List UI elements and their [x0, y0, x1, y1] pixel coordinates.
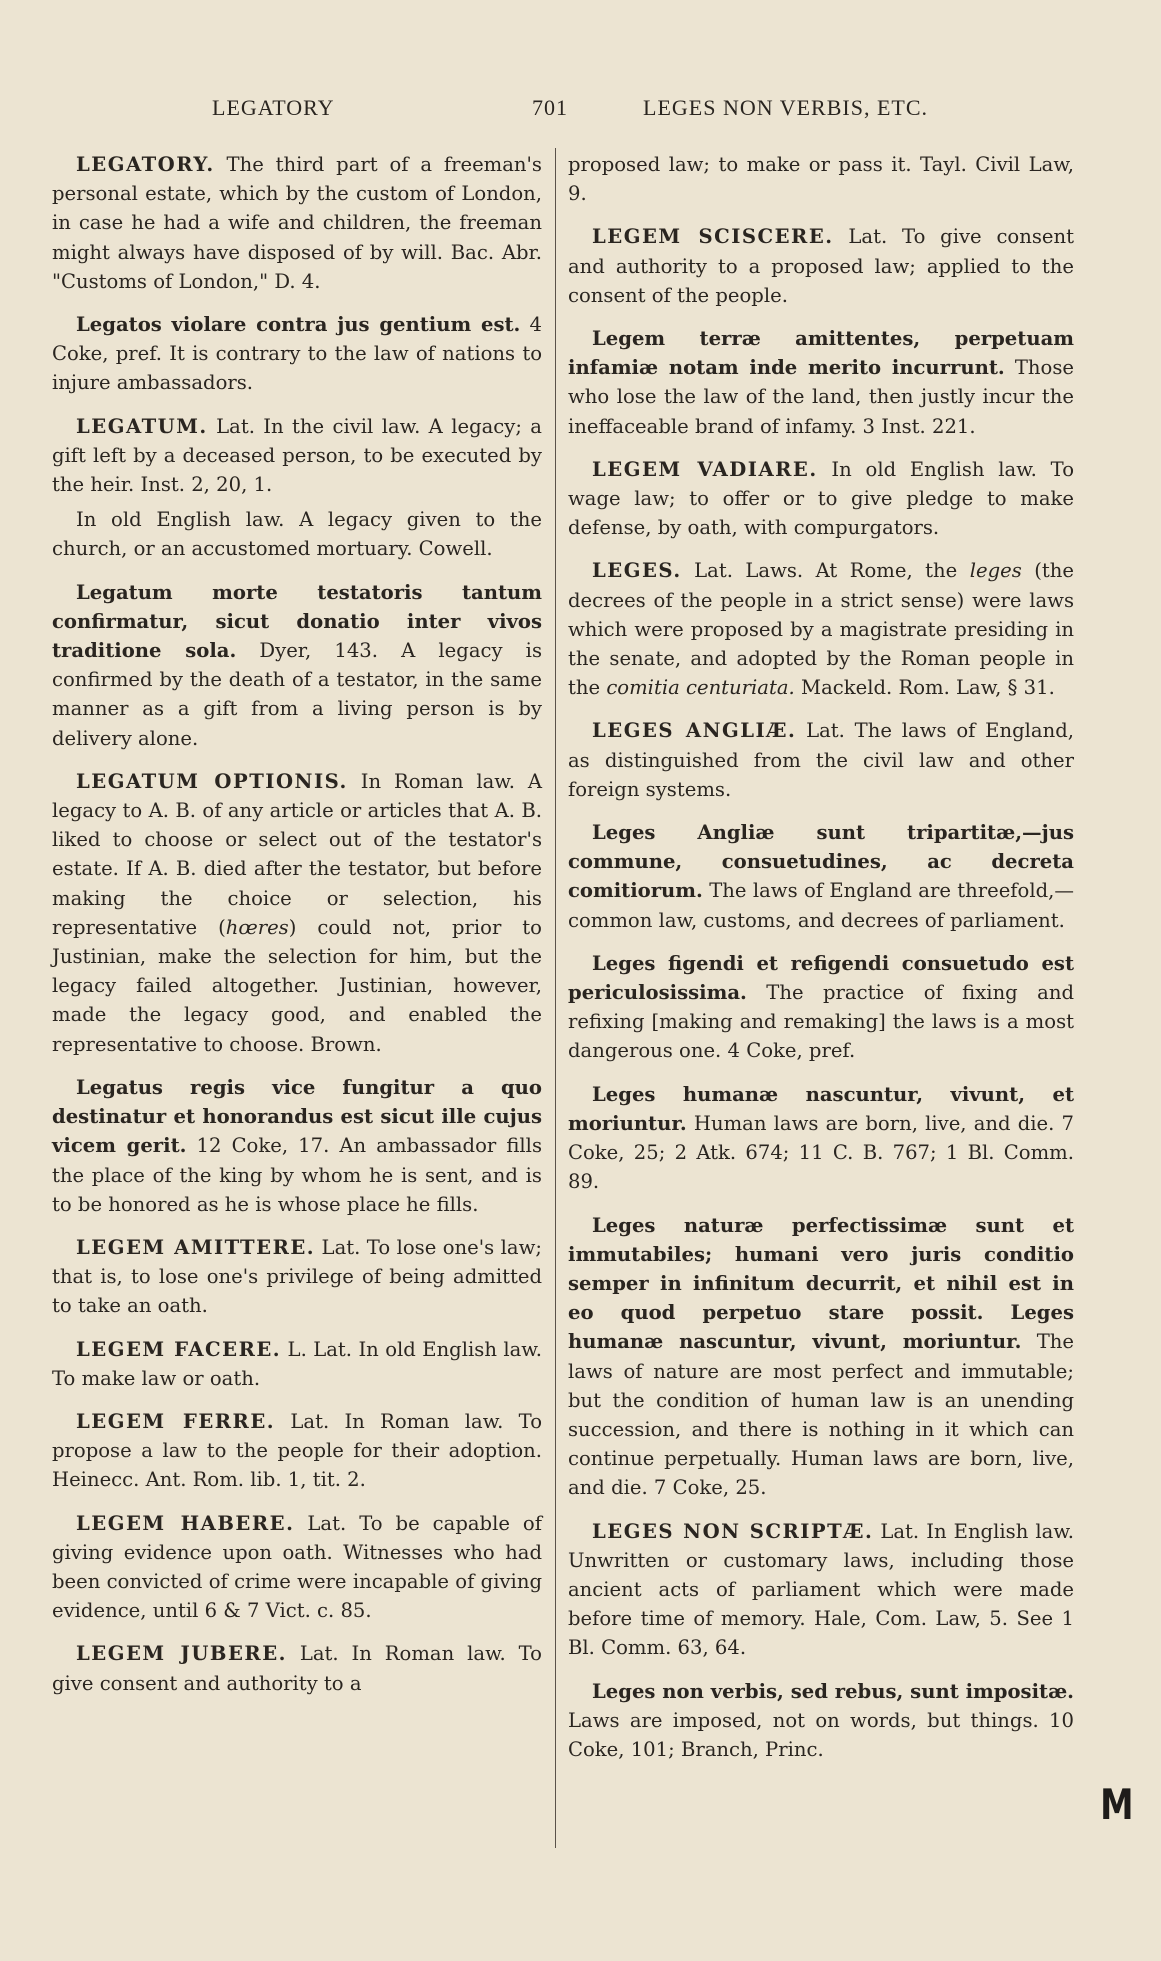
definition: Laws are imposed, not on words, but things. 10 Coke, 101; Branch, Princ.	[568, 1708, 1074, 1761]
thumb-index-letter: M	[1100, 1780, 1134, 1829]
headword: LEGEM HABERE.	[76, 1511, 295, 1535]
maxim: Leges non verbis, sed rebus, sunt impositæ.	[592, 1679, 1074, 1703]
entry-maxim-legatum-morte	[52, 578, 542, 753]
headword: LEGEM FERRE.	[76, 1409, 276, 1433]
page-number: 701	[532, 95, 568, 120]
entry-maxim-leges-non-verbis	[568, 1677, 1074, 1765]
definition: In Roman law. A legacy to A. B. of any article or articles that A. B. liked to choose or select out of the testator's estate. If A. B. died after the testator, but before making the choice or selection, his representative (	[52, 769, 543, 939]
headword: LEGES ANGLIÆ.	[592, 719, 797, 743]
headword: LEGATORY.	[76, 153, 215, 176]
header-first-term: LEGATORY	[212, 95, 335, 120]
definition: L. Lat. In old English law. To make law or oath.	[52, 1337, 542, 1390]
entry-legem-vadiare	[568, 455, 1074, 543]
definition: proposed law; to make or pass it. Tayl. Civil Law, 9.	[568, 153, 1074, 206]
headword: LEGEM AMITTERE.	[76, 1235, 316, 1259]
definition: 12 Coke, 17. An ambassador fills the place of the king by whom he is sent, and is to be honored as he is whose place he fills.	[52, 1134, 542, 1216]
definition: (the decrees of the people in a strict sense) were laws which were proposed by a magistrate presiding in the senate, and adopted by the Roman people in the	[568, 559, 1074, 700]
definition: Lat. In Roman law. To give consent and authority to a	[52, 1642, 542, 1695]
definition: Lat. In the civil law. A legacy; a gift left by a deceased person, to be executed by the heir. Inst. 2, 20, 1.	[52, 414, 542, 497]
headword: LEGATUM OPTIONIS.	[76, 769, 348, 793]
headword: LEGEM VADIARE.	[592, 457, 818, 481]
entry-legem-habere	[52, 1509, 542, 1626]
headword: LEGEM JUBERE.	[76, 1642, 287, 1666]
column-divider	[555, 148, 556, 1848]
headword: LEGES.	[592, 559, 682, 583]
entry-legem-jubere-continued	[568, 150, 1074, 208]
definition: Lat. Laws. At Rome, the	[681, 559, 970, 583]
entry-leges	[568, 556, 1074, 702]
headword: LEGEM FACERE.	[76, 1337, 282, 1361]
definition: Lat. To give consent and authority to a proposed law; applied to the consent of the people.	[568, 225, 1074, 307]
entry-legatum-optionis	[52, 767, 542, 1059]
entry-maxim-legem-terrae	[568, 324, 1074, 441]
entry-legem-jubere	[52, 1639, 542, 1697]
entry-maxim-leges-angliae-tripartitae	[568, 818, 1074, 935]
headword: LEGATUM.	[76, 414, 208, 438]
entry-legem-sciscere	[568, 222, 1074, 310]
definition: In old English law. A legacy given to the church, or an accustomed mortuary. Cowell.	[52, 508, 542, 561]
maxim: Leges figendi et refigendi consuetudo est periculosissima.	[568, 951, 1074, 1005]
entry-legem-facere	[52, 1335, 542, 1393]
entry-legem-ferre	[52, 1407, 542, 1495]
definition: Dyer, 143. A legacy is confirmed by the death of a testator, in the same manner as a gift from a living person is by delivery alone.	[52, 639, 542, 750]
definition: Lat. To be capable of giving evidence upon oath. Witnesses who had been convicted of crime were incapable of giving evidence, until 6 & 7 Vict. c. 85.	[52, 1511, 542, 1623]
definition: The third part of a freeman's personal estate, which by the custom of London, in case he had a wife and children, the freeman might always have disposed of by will. Bac. Abr. "Customs of London," D. 4.	[52, 153, 542, 293]
definition: Lat. To lose one's law; that is, to lose one's privilege of being admitted to take an oath.	[52, 1235, 542, 1318]
left-column	[52, 150, 542, 1712]
italic-term: hœres	[225, 915, 289, 939]
entry-legatory	[52, 150, 542, 296]
entry-maxim-leges-figendi	[568, 949, 1074, 1066]
definition: Those who lose the law of the land, then justly incur the ineffaceable brand of infamy. 3 Inst. 221.	[568, 356, 1074, 438]
definition: The practice of fixing and refixing [making and remaking] the laws is a most dangerous one. 4 Coke, pref.	[568, 981, 1074, 1063]
entry-leges-non-scriptae	[568, 1517, 1074, 1663]
entry-maxim-legatos-violare	[52, 310, 542, 398]
definition: 4 Coke, pref. It is contrary to the law of nations to injure ambassadors.	[52, 313, 542, 395]
definition: Lat. The laws of England, as distinguished from the civil law and other foreign systems.	[568, 719, 1074, 801]
maxim: Legatum morte testatoris tantum confirmatur, sicut donatio inter vivos traditione sola.	[52, 580, 542, 663]
running-header	[0, 95, 1161, 127]
maxim: Leges humanæ nascuntur, vivunt, et moriuntur.	[568, 1082, 1074, 1135]
header-last-term: LEGES NON VERBIS, ETC.	[643, 95, 928, 120]
definition: ) could not, prior to Justinian, make the selection for him, but the legacy failed altogether. Justinian, however, made the legacy good, and enabled the representative to choose. Brown.	[52, 915, 542, 1056]
definition: In old English law. To wage law; to offer or to give pledge to make defense, by oath, with compurgators.	[568, 457, 1074, 540]
headword: LEGES NON SCRIPTÆ.	[592, 1519, 874, 1543]
entry-maxim-leges-naturae	[568, 1211, 1074, 1503]
maxim: Legem terræ amittentes, perpetuam infamiæ notam inde merito incurrunt.	[568, 327, 1074, 380]
definition: Mackeld. Rom. Law, § 31.	[794, 676, 1055, 700]
italic-term: leges	[969, 559, 1022, 583]
definition: The laws of England are threefold,—common law, customs, and decrees of parliament.	[568, 879, 1074, 932]
entry-maxim-leges-humanae	[568, 1080, 1074, 1197]
maxim: Legatus regis vice fungitur a quo destinatur et honorandus est sicut ille cujus vicem gerit.	[52, 1075, 542, 1158]
definition: The laws of nature are most perfect and immutable; but the condition of human law is an unending succession, and there is nothing in it which can continue perpetually. Human laws are born, live, and die. 7 Coke, 25.	[568, 1330, 1074, 1500]
entry-maxim-legatus-regis	[52, 1073, 542, 1219]
maxim: Leges Angliæ sunt tripartitæ,—jus commune, consuetudines, ac decreta comitiorum.	[568, 821, 1074, 903]
entry-leges-angliae	[568, 716, 1074, 804]
right-column	[568, 150, 1074, 1778]
entry-legem-amittere	[52, 1233, 542, 1321]
definition: Lat. In English law. Unwritten or customary laws, including those ancient acts of parliament which were made before time of memory. Hale, Com. Law, 5. See 1 Bl. Comm. 63, 64.	[568, 1519, 1074, 1660]
headword: LEGEM SCISCERE.	[592, 225, 834, 249]
entry-legatum-continued	[52, 505, 542, 563]
maxim: Legatos violare contra jus gentium est.	[76, 313, 521, 337]
entry-legatum	[52, 412, 542, 500]
definition: Lat. In Roman law. To propose a law to the people for their adoption. Heinecc. Ant. Rom. lib. 1, tit. 2.	[52, 1409, 542, 1492]
definition: Human laws are born, live, and die. 7 Coke, 25; 2 Atk. 674; 11 C. B. 767; 1 Bl. Comm. 89.	[568, 1111, 1074, 1194]
italic-term: comitia centuriata.	[606, 676, 795, 700]
maxim: Leges naturæ perfectissimæ sunt et immutabiles; humani vero juris conditio semper in infinitum decurrit, et nihil est in eo quod perpetuo stare possit. Leges humanæ nascuntur, vivunt, moriuntur.	[568, 1213, 1074, 1354]
